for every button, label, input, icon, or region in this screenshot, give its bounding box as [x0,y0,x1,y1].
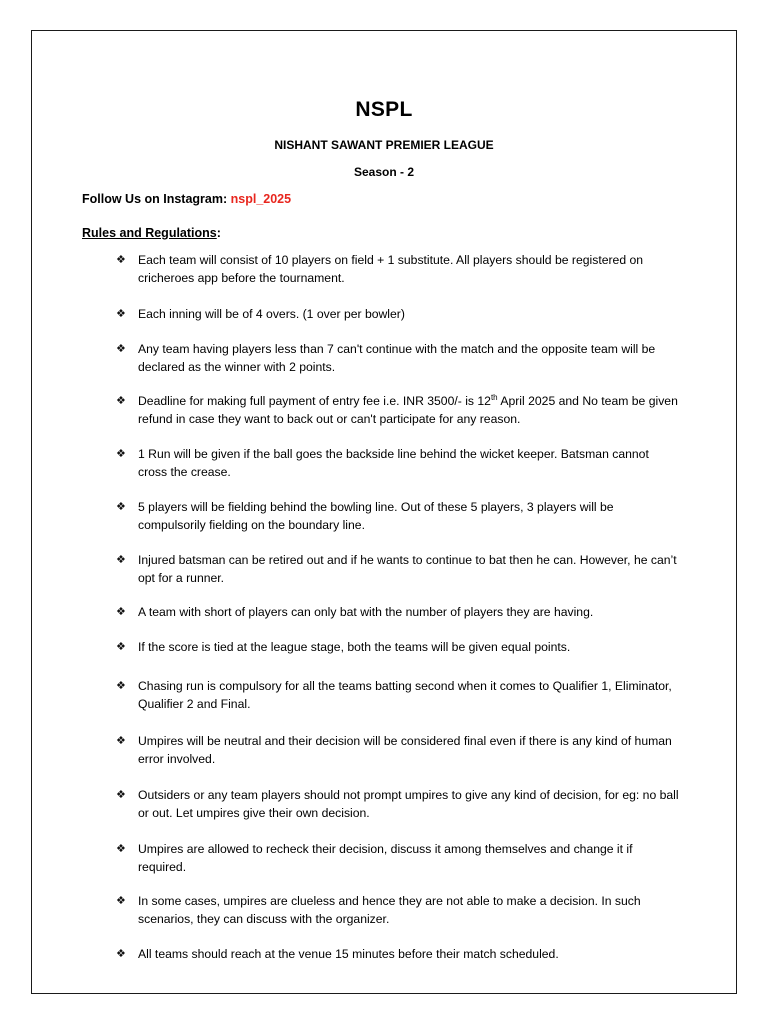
rule-text: Each inning will be of 4 overs. (1 over per bowler) [138,307,405,321]
rule-item [116,786,681,822]
rule-text: Deadline for making full payment of entry fee i.e. INR 3500/- is 12th April 2025 and No team be given refund in case they want to back out or can't participate for any reason. [138,392,678,426]
rule-item [116,305,681,323]
diamond-dots-bullet-icon: ❖ [116,895,126,907]
diamond-dots-bullet-icon: ❖ [116,680,126,692]
rule-item [116,551,681,587]
diamond-dots-bullet-icon: ❖ [116,501,126,513]
rule-item [116,945,681,963]
rule-item [116,498,681,534]
league-name: NISHANT SAWANT PREMIER LEAGUE [274,138,494,152]
instagram-label: Follow Us on Instagram: [82,192,231,206]
rule-item [116,840,681,876]
rules-heading-text: Rules and Regulations [82,226,217,240]
diamond-dots-bullet-icon: ❖ [116,843,126,855]
rule-text: Chasing run is compulsory for all the teams batting second when it comes to Qualifier 1, Eliminator, Qualifier 2 and Final. [138,679,672,711]
rule-text: All teams should reach at the venue 15 minutes before their match scheduled. [138,947,559,961]
rule-text: Each team will consist of 10 players on field + 1 substitute. All players should be registered on cricheroes app before the tournament. [138,253,644,285]
diamond-dots-bullet-icon: ❖ [116,735,126,747]
rule-text: Umpires will be neutral and their decision will be considered final even if there is any kind of human error involved. [138,734,672,766]
instagram-line [82,192,291,206]
diamond-dots-bullet-icon: ❖ [116,448,126,460]
rules-heading-colon: : [216,226,221,240]
diamond-dots-bullet-icon: ❖ [116,606,126,618]
ordinal-suffix: th [490,392,498,402]
rule-item [116,638,681,656]
document-title: NSPL [355,98,413,121]
rule-item [116,892,681,928]
rule-text: Umpires are allowed to recheck their decision, discuss it among themselves and change it if required. [138,842,633,874]
instagram-handle: nspl_2025 [230,192,292,206]
diamond-dots-bullet-icon: ❖ [116,948,126,960]
rule-item [116,732,681,768]
rule-text: 5 players will be fielding behind the bowling line. Out of these 5 players, 3 players will be compulsorily fielding on the boundary line. [138,500,614,532]
rule-item [116,677,681,713]
rule-text: A team with short of players can only bat with the number of players they are having. [138,605,594,619]
rule-item [116,603,681,621]
rule-item [116,392,681,428]
rule-text: Outsiders or any team players should not prompt umpires to give any kind of decision, for eg: no ball or out. Let umpires give their own decision. [138,788,679,820]
rule-item [116,340,681,376]
rule-text: If the score is tied at the league stage, both the teams will be given equal points. [138,640,571,654]
diamond-dots-bullet-icon: ❖ [116,554,126,566]
rule-text: In some cases, umpires are clueless and hence they are not able to make a decision. In such scenarios, they can discuss with the organizer. [138,894,641,926]
rule-item [116,445,681,481]
rule-text: 1 Run will be given if the ball goes the backside line behind the wicket keeper. Batsman cannot cross the crease. [138,447,649,479]
diamond-dots-bullet-icon: ❖ [116,789,126,801]
season-label: Season - 2 [353,165,415,179]
diamond-dots-bullet-icon: ❖ [116,343,126,355]
rule-text: Any team having players less than 7 can't continue with the match and the opposite team will be declared as the winner with 2 points. [138,342,656,374]
diamond-dots-bullet-icon: ❖ [116,395,126,407]
diamond-dots-bullet-icon: ❖ [116,308,126,320]
rule-text: Injured batsman can be retired out and if he wants to continue to bat then he can. However, he can’t opt for a runner. [138,553,677,585]
rule-item [116,251,681,287]
diamond-dots-bullet-icon: ❖ [116,254,126,266]
rules-heading [82,226,221,240]
diamond-dots-bullet-icon: ❖ [116,641,126,653]
